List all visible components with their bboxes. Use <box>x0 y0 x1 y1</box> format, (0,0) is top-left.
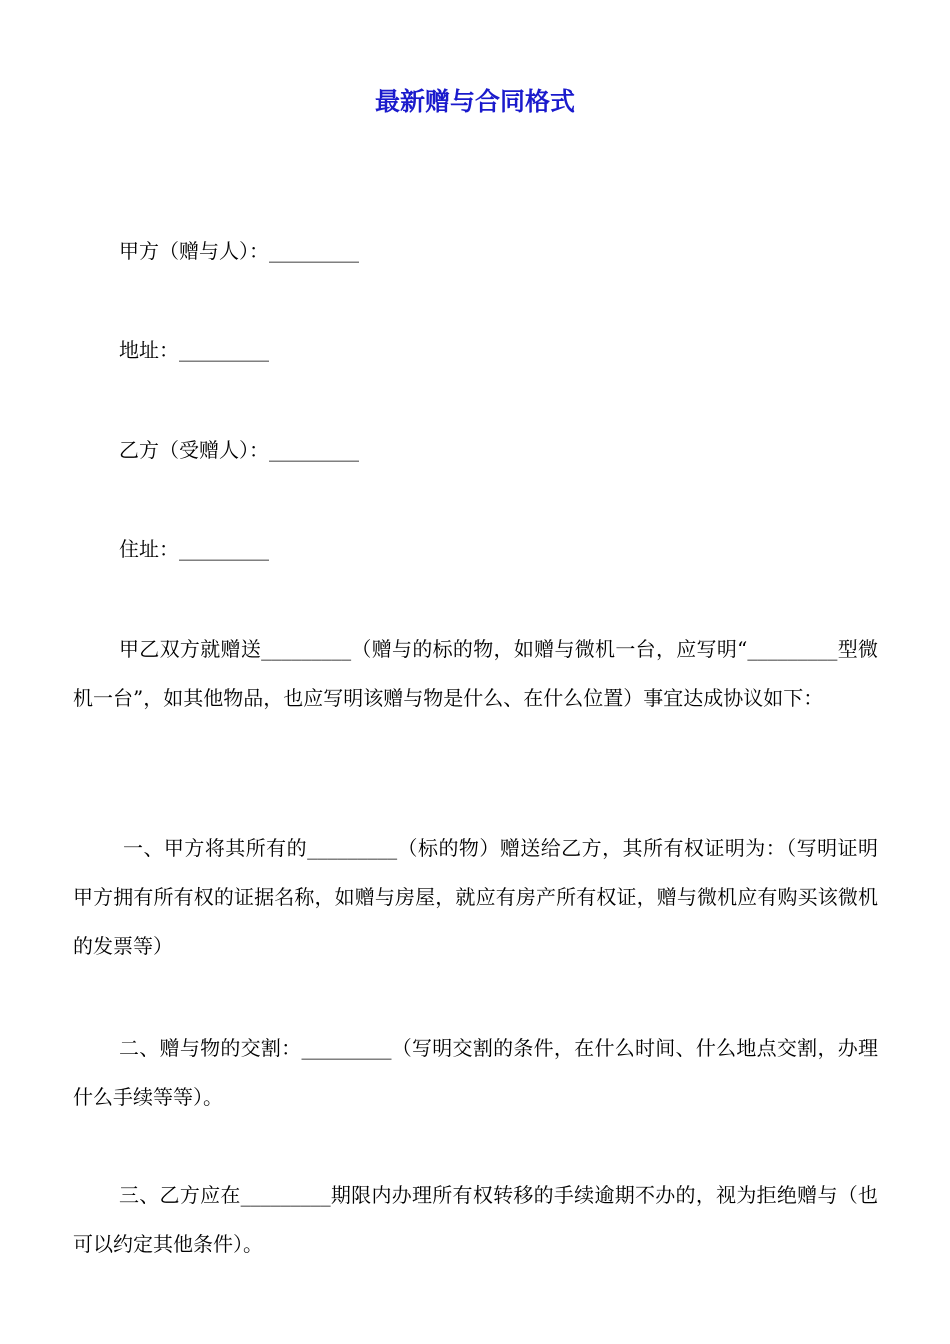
clause-2-paragraph: 二、赠与物的交割：_________（写明交割的条件，在什么时间、什么地点交割，办理什么手续等等）。 <box>73 1036 878 1109</box>
clause-1-paragraph: 一、甲方将其所有的_________（标的物）赠送给乙方，其所有权证明为：（写明证明甲方拥有所有权的证据名称，如赠与房屋，就应有房产所有权证，赠与微机应有购买该微机的发票等） <box>73 836 878 958</box>
address-b-line: 住址：_________ <box>119 537 269 561</box>
document-title: 最新赠与合同格式 <box>374 87 575 116</box>
intro-paragraph: 甲乙双方就赠送_________（赠与的标的物，如赠与微机一台，应写明“_________型微机一台”，如其他物品，也应写明该赠与物是什么、在什么位置）事宜达成协议如下： <box>73 637 878 710</box>
party-b-line: 乙方（受赠人）：_________ <box>119 438 359 462</box>
party-a-line: 甲方（赠与人）：_________ <box>119 239 359 263</box>
clause-3-paragraph: 三、乙方应在_________期限内办理所有权转移的手续逾期不办的，视为拒绝赠与（也可以约定其他条件）。 <box>73 1183 878 1256</box>
address-a-line: 地址：_________ <box>119 338 269 362</box>
